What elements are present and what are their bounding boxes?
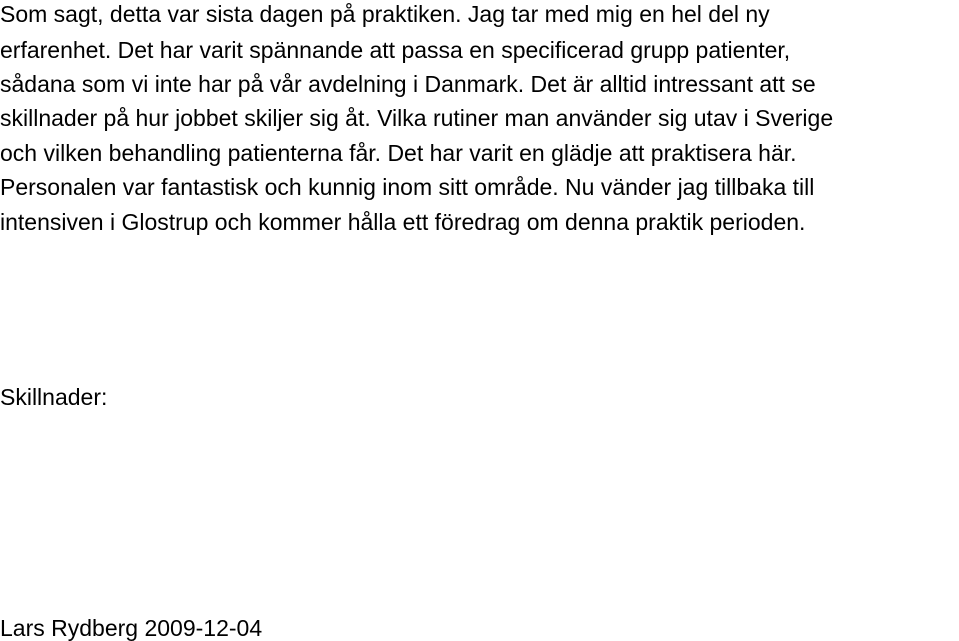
section-heading: Skillnader:	[0, 384, 108, 410]
body-text-line: intensiven i Glostrup och kommer hålla ett föredrag om denna praktik perioden.	[0, 209, 806, 235]
body-text-line: Personalen var fantastisk och kunnig inom sitt område. Nu vänder jag tillbaka till	[0, 174, 815, 200]
body-text-line: och vilken behandling patienterna får. Det har varit en glädje att praktisera här.	[0, 140, 797, 166]
signature-line: Lars Rydberg 2009-12-04	[0, 615, 263, 641]
body-text-line: Som sagt, detta var sista dagen på praktiken. Jag tar med mig en hel del ny	[0, 1, 770, 27]
body-text-line: erfarenhet. Det har varit spännande att passa en specificerad grupp patienter,	[0, 37, 791, 63]
body-text-line: sådana som vi inte har på vår avdelning i Danmark. Det är alltid intressant att se	[0, 71, 816, 97]
body-text-line: skillnader på hur jobbet skiljer sig åt. Vilka rutiner man använder sig utav i Sverige	[0, 105, 834, 131]
